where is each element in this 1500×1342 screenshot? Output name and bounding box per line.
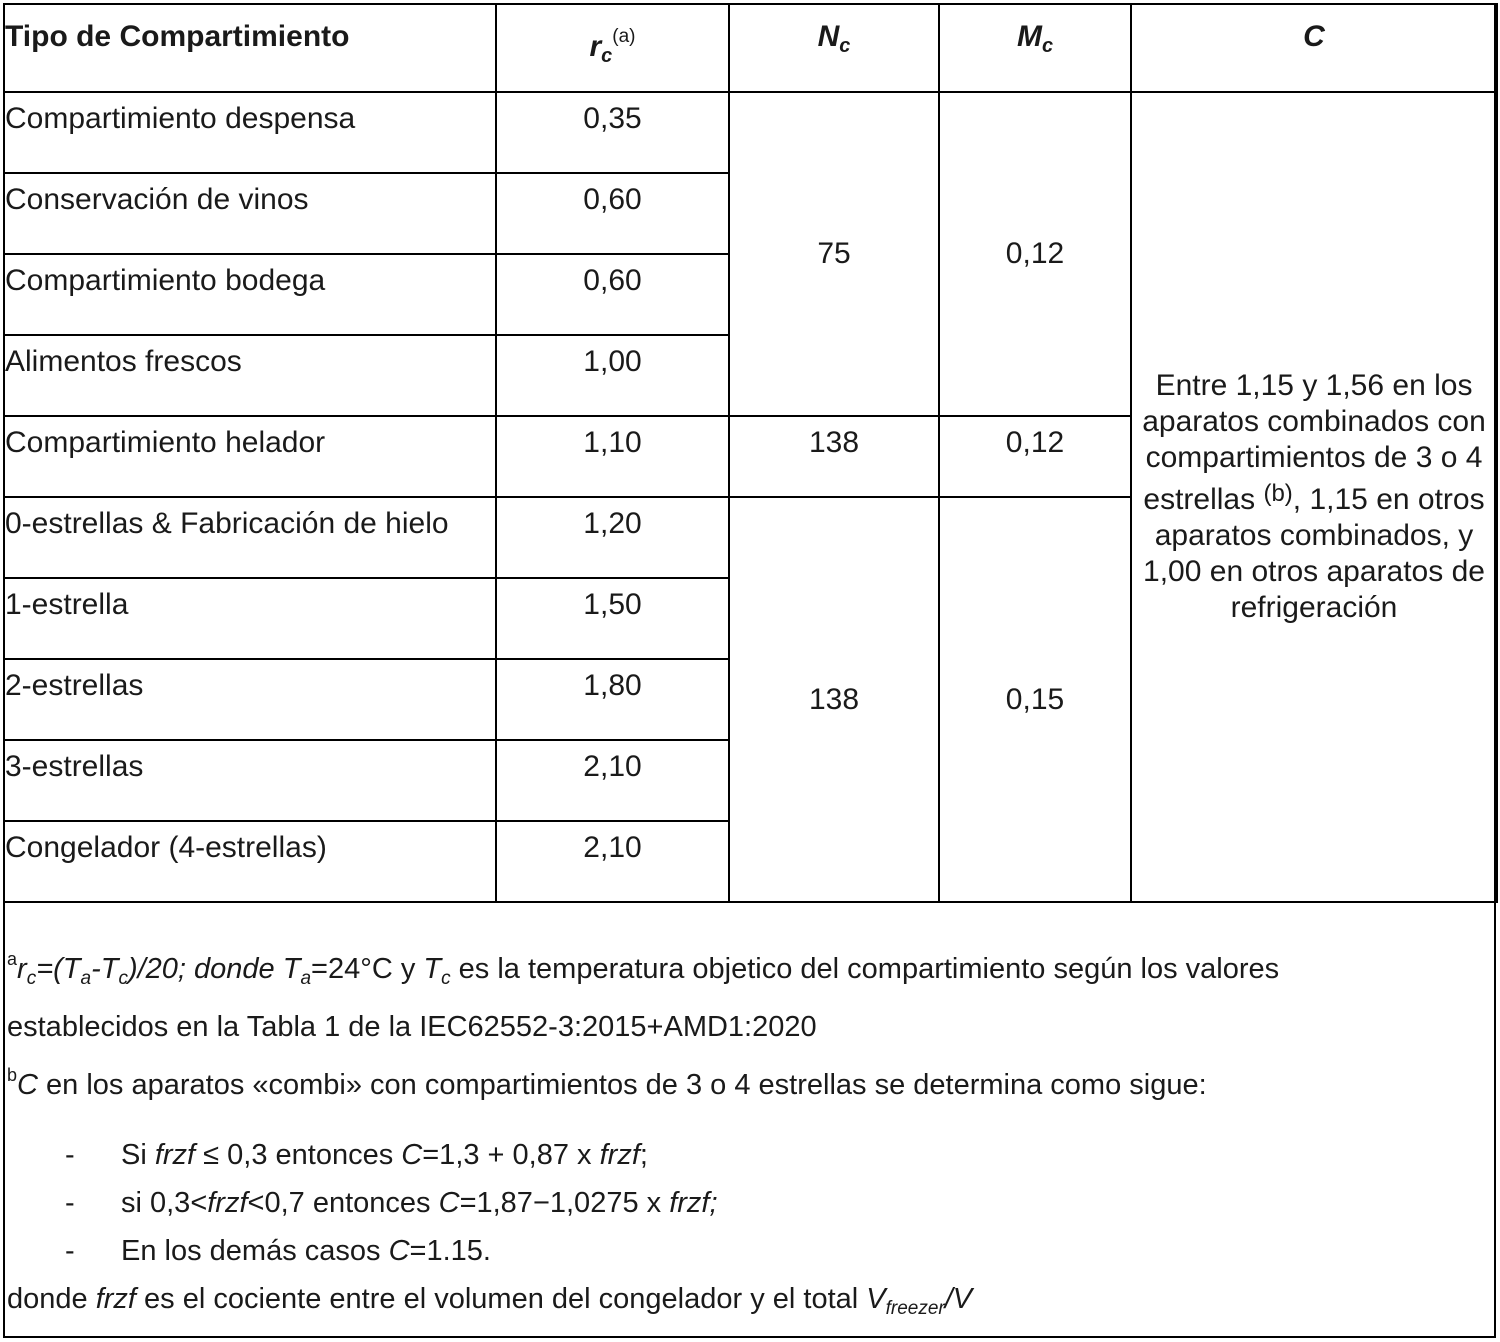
group2-nc: 138 xyxy=(729,416,939,497)
row-name: Compartimiento helador xyxy=(4,416,496,497)
row-name: 2-estrellas xyxy=(4,659,496,740)
row-name: Congelador (4-estrellas) xyxy=(4,821,496,902)
row-rc: 1,00 xyxy=(496,335,729,416)
list-item: - Si frzf ≤ 0,3 entonces C=1,3 + 0,87 x frzf; xyxy=(65,1139,648,1171)
row-name: 3-estrellas xyxy=(4,740,496,821)
row-name: 1-estrella xyxy=(4,578,496,659)
row-name: Compartimiento despensa xyxy=(4,92,496,173)
group2-mc: 0,12 xyxy=(939,416,1131,497)
footnote-frzf-definition: donde frzf es el cociente entre el volumen del congelador y el total $V_{freezer}/V$ xyxy=(7,1283,973,1319)
row-name: Alimentos frescos xyxy=(4,335,496,416)
row-rc: 0,60 xyxy=(496,173,729,254)
row-rc: 1,20 xyxy=(496,497,729,578)
compartment-table xyxy=(3,3,1498,903)
footnote-a-line2: establecidos en la Tabla 1 de la IEC62552-3:2015+AMD1:2020 xyxy=(7,1011,817,1043)
row-rc: 1,10 xyxy=(496,416,729,497)
footnote-a: $^ar_c=(T_a-T_c)/20$; donde $T_a=24^\circ C$ y $T_c$ es la temperatura objetico del compartimiento según los valores xyxy=(7,949,1280,989)
c-description: Entre 1,15 y 1,56 en los aparatos combinados con compartimientos de 3 o 4 estrellas $^{(b)}$, 1,15 en otros aparatos combinados, y 1,00 en otros aparatos de refrigeración xyxy=(1131,92,1497,902)
row-rc: 0,35 xyxy=(496,92,729,173)
row-rc: 1,50 xyxy=(496,578,729,659)
group3-nc: 138 xyxy=(729,497,939,902)
row-rc: 2,10 xyxy=(496,821,729,902)
row-name: 0-estrellas & Fabricación de hielo xyxy=(4,497,496,578)
header-row xyxy=(4,4,1497,92)
group3-mc: 0,15 xyxy=(939,497,1131,902)
header-type: Tipo de Compartimiento xyxy=(4,4,496,92)
group1-nc: 75 xyxy=(729,92,939,416)
row-name: Compartimiento bodega xyxy=(4,254,496,335)
footnotes xyxy=(7,935,1487,1333)
list-item: - si 0,3<frzf<0,7 entonces C=1,87−1,0275 x frzf; xyxy=(65,1187,718,1219)
header-mc: $M_c$ xyxy=(939,4,1131,92)
header-rc: $r_c^{(a)}$ xyxy=(496,4,729,92)
group1-mc: 0,12 xyxy=(939,92,1131,416)
row-rc: 2,10 xyxy=(496,740,729,821)
list-item: - En los demás casos C=1.15. xyxy=(65,1235,491,1267)
header-nc: $N_c$ xyxy=(729,4,939,92)
row-rc: 0,60 xyxy=(496,254,729,335)
footnote-b: $^b$C en los aparatos «combi» con compartimientos de 3 o 4 estrellas se determina como sigue: xyxy=(7,1065,1207,1101)
row-name: Conservación de vinos xyxy=(4,173,496,254)
header-c: C xyxy=(1131,4,1497,92)
row-rc: 1,80 xyxy=(496,659,729,740)
table-row xyxy=(4,92,1497,173)
